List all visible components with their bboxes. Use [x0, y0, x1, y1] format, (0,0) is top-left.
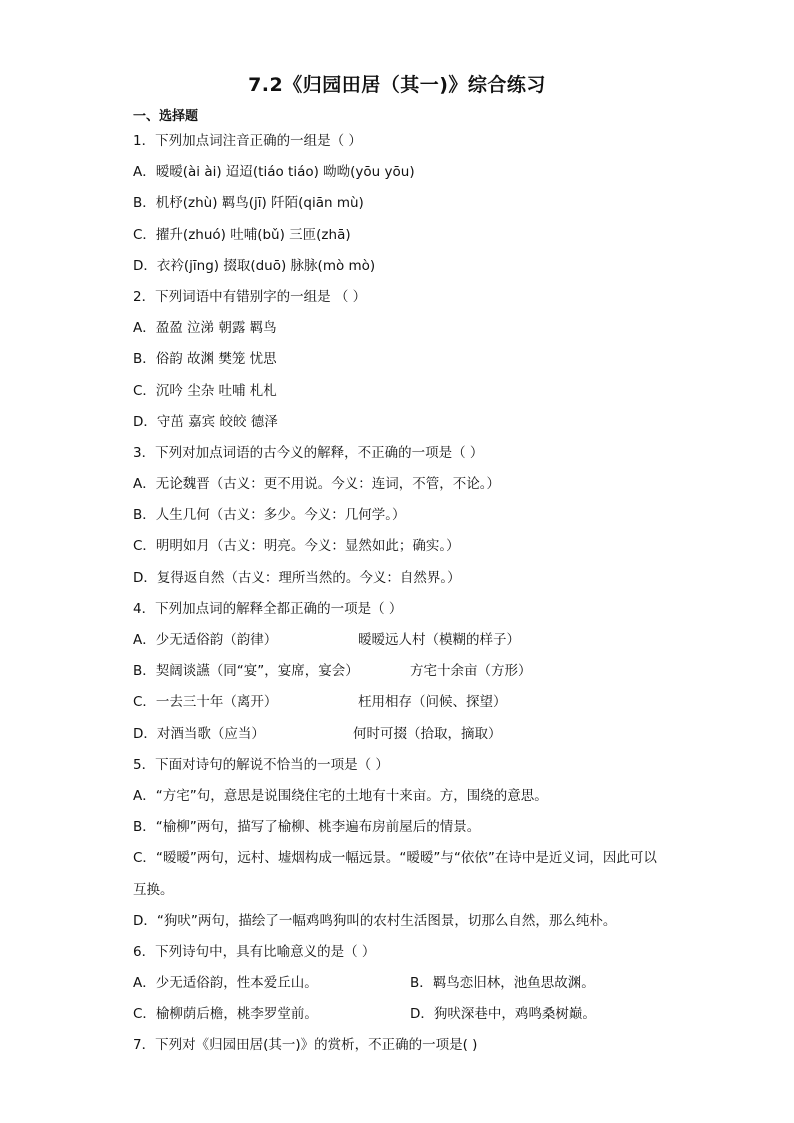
question-3-option-b: B．人生几何（古义：多少。今义：几何学。）: [133, 507, 406, 524]
question-1-option-c: C．擢升(zhuó) 吐哺(bǔ) 三匝(zhā): [133, 226, 351, 243]
question-7-stem: 7．下列对《归园田居(其一)》的赏析，不正确的一项是( ): [133, 1037, 478, 1054]
question-5-option-c: C．“暧暧”两句，远村、墟烟构成一幅远景。“暧暧”与“依依”在诗中是近义词，因此可以互换。: [133, 850, 657, 898]
question-6-stem: 6．下列诗句中，具有比喻意义的是（ ）: [133, 943, 376, 960]
question-5-option-a: A．“方宅”句，意思是说围绕住宅的土地有十来亩。方，围绕的意思。: [133, 787, 548, 804]
question-5-option-d: D．“狗吠”两句，描绘了一幅鸡鸣狗叫的农村生活图景，切那么自然，那么纯朴。: [133, 912, 617, 929]
question-2-option-b: B．俗韵 故渊 樊笼 忧思: [133, 351, 277, 368]
question-1-option-d: D．衣衿(jīng) 掇取(duō) 脉脉(mò mò): [133, 257, 376, 274]
question-4-option-d-left: D．对酒当歌（应当）: [133, 725, 265, 742]
section-heading: 一、选择题: [133, 109, 199, 124]
question-6-row-ab: [133, 968, 663, 999]
question-6-option-d: D．狗吠深巷中，鸡鸣桑树巅。: [410, 1006, 596, 1023]
question-4-option-d-right: 何时可掇（拾取，摘取）: [353, 725, 502, 742]
question-4-option-a-left: A．少无适俗韵（韵律）: [133, 632, 278, 648]
question-3-option-a: A．无论魏晋（古义：更不用说。今义：连词，不管，不论。）: [133, 476, 500, 493]
question-list: [133, 126, 663, 1062]
question-2-stem: 2．下列词语中有错别字的一组是 （ ）: [133, 288, 367, 305]
question-4-option-b: [133, 656, 663, 687]
question-3-stem: 3．下列对加点词语的古今义的解释，不正确的一项是（ ）: [133, 444, 484, 461]
question-6-option-c: C．榆柳荫后檐，桃李罗堂前。: [133, 1006, 318, 1023]
question-2-option-d: D．守茁 嘉宾 皎皎 德泽: [133, 413, 278, 430]
question-2-option-c: C．沉吟 尘杂 吐哺 札札: [133, 382, 277, 399]
question-4-option-a-right: 暧暧远人村（模糊的样子）: [358, 632, 520, 648]
question-1-option-b: B．机杼(zhù) 羁鸟(jī) 阡陌(qiān mù): [133, 195, 364, 212]
question-4-option-b-right: 方宅十余亩（方形）: [410, 663, 532, 680]
question-3-option-c: C．明明如月（古义：明亮。今义：显然如此；确实。）: [133, 538, 460, 555]
question-4-option-c-right: 枉用相存（问候、探望）: [358, 694, 507, 711]
document-title: 7.2《归园田居（其一)》综合练习: [248, 74, 546, 96]
question-3-option-d: D．复得返自然（古义：理所当然的。今义：自然界。）: [133, 569, 461, 586]
question-5-option-b: B．“榆柳”两句，描写了榆柳、桃李遍布房前屋后的情景。: [133, 819, 481, 836]
question-2-option-a: A．盈盈 泣涕 朝露 羁鸟: [133, 320, 277, 337]
question-4-option-c-left: C．一去三十年（离开）: [133, 694, 278, 711]
question-6-row-cd: [133, 999, 663, 1030]
question-5-stem: 5．下面对诗句的解说不恰当的一项是（ ）: [133, 756, 389, 773]
question-4-option-a: [133, 625, 663, 656]
question-4-option-b-left: B．契阔谈讌（同“宴”，宴席，宴会）: [133, 663, 359, 680]
question-1-stem: 1．下列加点词注音正确的一组是（ ）: [133, 133, 362, 149]
question-6-option-b: B．羁鸟恋旧林，池鱼思故渊。: [410, 975, 595, 992]
question-1-option-a: A．暧暧(ài ài) 迢迢(tiáo tiáo) 呦呦(yōu yōu): [133, 164, 415, 181]
question-4-option-c: [133, 687, 663, 718]
question-4-option-d: [133, 719, 663, 750]
question-4-stem: 4．下列加点词的解释全都正确的一项是（ ）: [133, 600, 403, 617]
question-6-option-a: A．少无适俗韵，性本爱丘山。: [133, 975, 318, 992]
